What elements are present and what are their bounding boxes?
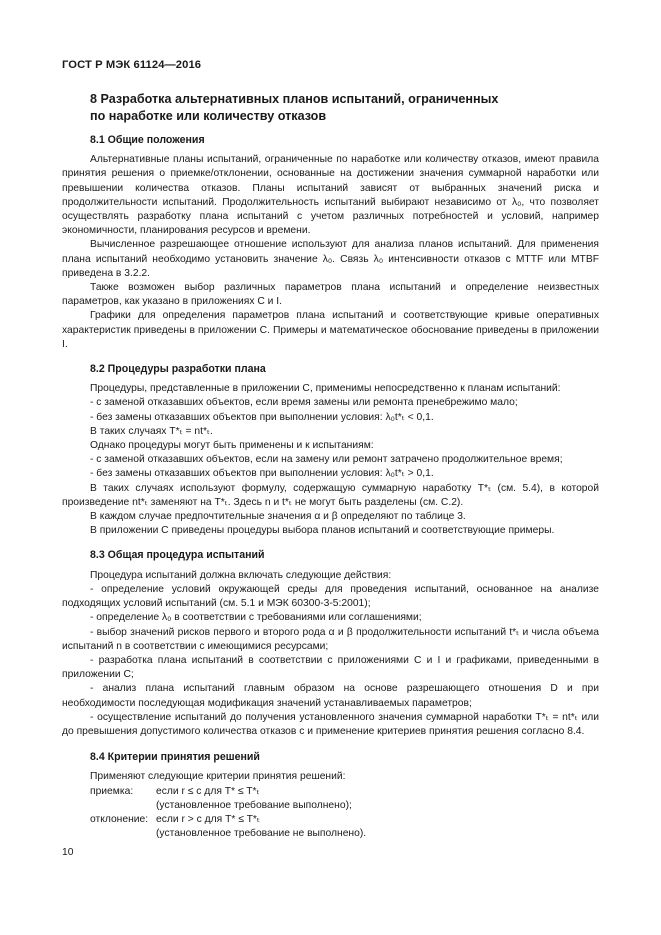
page-content [62, 91, 599, 841]
s83-paragraph-1: Процедура испытаний должна включать следующие действия: [90, 569, 392, 581]
s82-paragraph-4: В таких случаях используют формулу, содержащую суммарную наработку T*ₜ (см. 5.4), в которой произведение nt*ₜ заменяют на T*ₜ. Здесь n и t*ₜ не могут быть разделены (см. C.2). [62, 482, 599, 508]
s83-list-item-4: - разработка плана испытаний в соответствии с приложениями C и I и графиками, приведенными в приложении C; [62, 654, 599, 681]
reject-label: отклонение: [90, 813, 149, 825]
section-title-line2: по наработке или количеству отказов [90, 108, 327, 123]
subsection-8-3-title: 8.3 Общая процедура испытаний [90, 549, 265, 562]
accept-condition: если r ≤ c для T* ≤ T*ₜ [156, 785, 260, 797]
reject-condition: если r > c для T* ≤ T*ₜ [156, 813, 260, 825]
s82-list-item-1: - с заменой отказавших объектов, если время замены или ремонта пренебрежимо мало; [90, 397, 518, 409]
s83-list-item-5: - анализ плана испытаний главным образом на основе разрешающего отношения D и при необходимости последующая модификация значений устанавливаемых параметров; [62, 683, 599, 709]
s82-paragraph-3: Однако процедуры могут быть применены и к испытаниям: [90, 440, 374, 452]
s82-list-item-2: - без замены отказавших объектов при выполнении условия: λ₀t*ₜ < 0,1. [90, 411, 434, 423]
s83-list-item-2: - определение λ₀ в соответствии с требованиями или соглашениями; [90, 612, 422, 624]
accept-note: (установленное требование выполнено); [156, 799, 352, 811]
s82-paragraph-5: В каждом случае предпочтительные значения α и β определяют по таблице 3. [90, 511, 466, 523]
subsection-8-4-title: 8.4 Критерии принятия решений [90, 751, 260, 764]
s82-paragraph-2: В таких случаях T*ₜ = nt*ₜ. [90, 425, 213, 437]
subsection-8-2-title: 8.2 Процедуры разработки плана [90, 363, 266, 376]
accept-label: приемка: [90, 785, 134, 797]
s82-paragraph-6: В приложении C приведены процедуры выбора планов испытаний и соответствующие примеры. [90, 525, 555, 537]
s83-list-item-6: - осуществление испытаний до получения установленного значения суммарной наработки T*ₜ = nt*ₜ или до превышения допустимого количества отказов c и применение критериев принятия решения согласно 8.4. [62, 711, 599, 737]
s83-list-item-1: - определение условий окружающей среды для проведения испытаний, основанное на анализе подходящих условий испытаний (см. 5.1 и МЭК 60300-3-5:2001); [62, 583, 599, 610]
s81-paragraph-2: Вычисленное разрешающее отношение используют для анализа планов испытаний. Для применения плана испытаний необходимо установить значение λ₀. Связь λ₀ интенсивности отказов с MTTF или MTBF приведена в 3.2.2. [62, 239, 599, 279]
page-number: 10 [62, 847, 74, 858]
decision-criteria [62, 785, 599, 842]
s84-paragraph-1: Применяют следующие критерии принятия решений: [90, 771, 346, 783]
s82-paragraph-1: Процедуры, представленные в приложении C, применимы непосредственно к планам испытаний: [90, 383, 561, 395]
document-header: ГОСТ Р МЭК 61124—2016 [62, 59, 202, 71]
section-title-line1: 8 Разработка альтернативных планов испытаний, ограниченных [90, 92, 499, 106]
subsection-8-1-title: 8.1 Общие положения [90, 134, 205, 146]
reject-note: (установленное требование не выполнено). [156, 828, 367, 840]
s82-list-item-4: - без замены отказавших объектов при выполнении условия: λ₀t*ₜ > 0,1. [90, 468, 434, 480]
s81-paragraph-4: Графики для определения параметров плана испытаний и соответствующие кривые оперативных характеристик приведены в приложении C. Примеры и математическое обоснование приведены в приложении I. [62, 310, 599, 350]
s82-list-item-3: - с заменой отказавших объектов, если на замену или ремонт затрачено продолжительное время; [90, 454, 563, 466]
s83-list-item-3: - выбор значений рисков первого и второго рода α и β продолжительности испытаний t*ₜ и числа объема испытаний n в соответствии с имеющимися ресурсами; [62, 626, 599, 652]
section-title [62, 91, 599, 124]
s81-paragraph-3: Также возможен выбор различных параметров плана испытаний и определение неизвестных параметров, как указано в приложениях C и I. [62, 282, 599, 308]
s81-paragraph-1: Альтернативные планы испытаний, ограниченные по наработке или количеству отказов, имеют правила принятия решения о приемке/отклонении, основанные на достижении значения суммарной наработки или превышении количества отказов. Планы испытаний зависят от выбранных значений риска и продолжительности испытаний. Продолжительность испытаний выбирают независимо от λ₀, что позволяет осуществлять разработку плана испытаний с учетом различных потребностей и условий, например экономичности, планирования ресурсов и времени. [62, 154, 599, 237]
